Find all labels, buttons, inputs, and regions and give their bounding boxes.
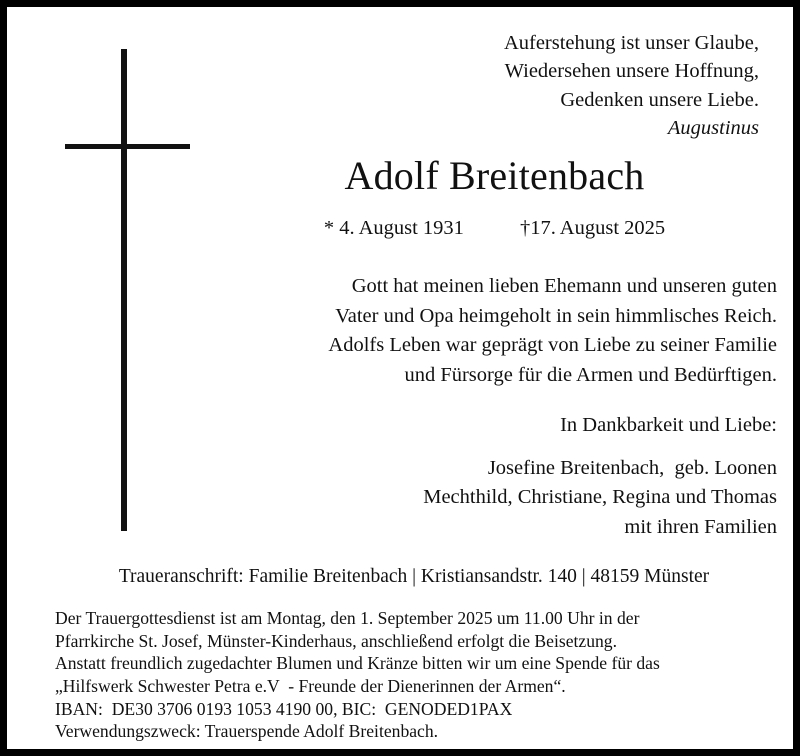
survivor-line-3: mit ihren Familien — [624, 516, 777, 539]
survivor-line-2: Mechthild, Christiane, Regina und Thomas — [423, 486, 777, 509]
bank-details: IBAN: DE30 3706 0193 1053 4190 00, BIC: GENODED1PAX — [55, 698, 513, 719]
epigraph-line-2: Wiedersehen unsere Hoffnung, — [504, 60, 759, 83]
gratitude-heading: In Dankbarkeit und Liebe: — [560, 414, 777, 436]
deceased-block — [212, 155, 777, 240]
contact-address: Traueranschrift: Familie Breitenbach | Kristiansandstr. 140 | 48159 Münster — [118, 566, 710, 587]
memorial-line-4: und Fürsorge für die Armen und Bedürftigen. — [404, 364, 777, 387]
memorial-line-2: Vater und Opa heimgeholt in sein himmlisches Reich. — [335, 304, 777, 327]
donation-line-2: „Hilfswerk Schwester Petra e.V - Freunde der Dienerinnen der Armen“. — [55, 676, 566, 697]
gratitude-block — [307, 411, 777, 543]
epigraph — [299, 29, 759, 143]
memorial-line-1: Gott hat meinen lieben Ehemann und unseren guten — [351, 275, 777, 297]
donation-line-1: Anstatt freundlich zugedachter Blumen und Kränze bitten wir um eine Spende für das — [55, 653, 660, 674]
cross-horizontal-bar — [65, 144, 190, 149]
service-line-2: Pfarrkirche St. Josef, Münster-Kinderhaus, anschließend erfolgt die Beisetzung. — [55, 630, 618, 651]
survivor-line-1: Josefine Breitenbach, geb. Loonen — [487, 456, 777, 479]
survivors-list — [307, 454, 777, 543]
memorial-line-3: Adolfs Leben war geprägt von Liebe zu seiner Familie — [328, 334, 777, 357]
epigraph-line-1: Auferstehung ist unser Glaube, — [503, 32, 759, 54]
life-dates — [212, 217, 777, 240]
service-line-1: Der Trauergottesdienst ist am Montag, den 1. September 2025 um 11.00 Uhr in der — [55, 608, 640, 628]
epigraph-line-3: Gedenken unsere Liebe. — [560, 88, 759, 111]
christian-cross-icon — [65, 49, 197, 539]
birth-date: * 4. August 1931 — [323, 217, 464, 239]
service-details-block — [55, 607, 777, 743]
cross-vertical-bar — [121, 49, 127, 531]
payment-reference: Verwendungszweck: Trauerspende Adolf Breitenbach. — [55, 721, 439, 742]
death-date: †17. August 2025 — [519, 217, 666, 239]
epigraph-attribution: Augustinus — [667, 117, 759, 140]
memorial-text — [247, 272, 777, 391]
deceased-name: Adolf Breitenbach — [344, 153, 645, 198]
